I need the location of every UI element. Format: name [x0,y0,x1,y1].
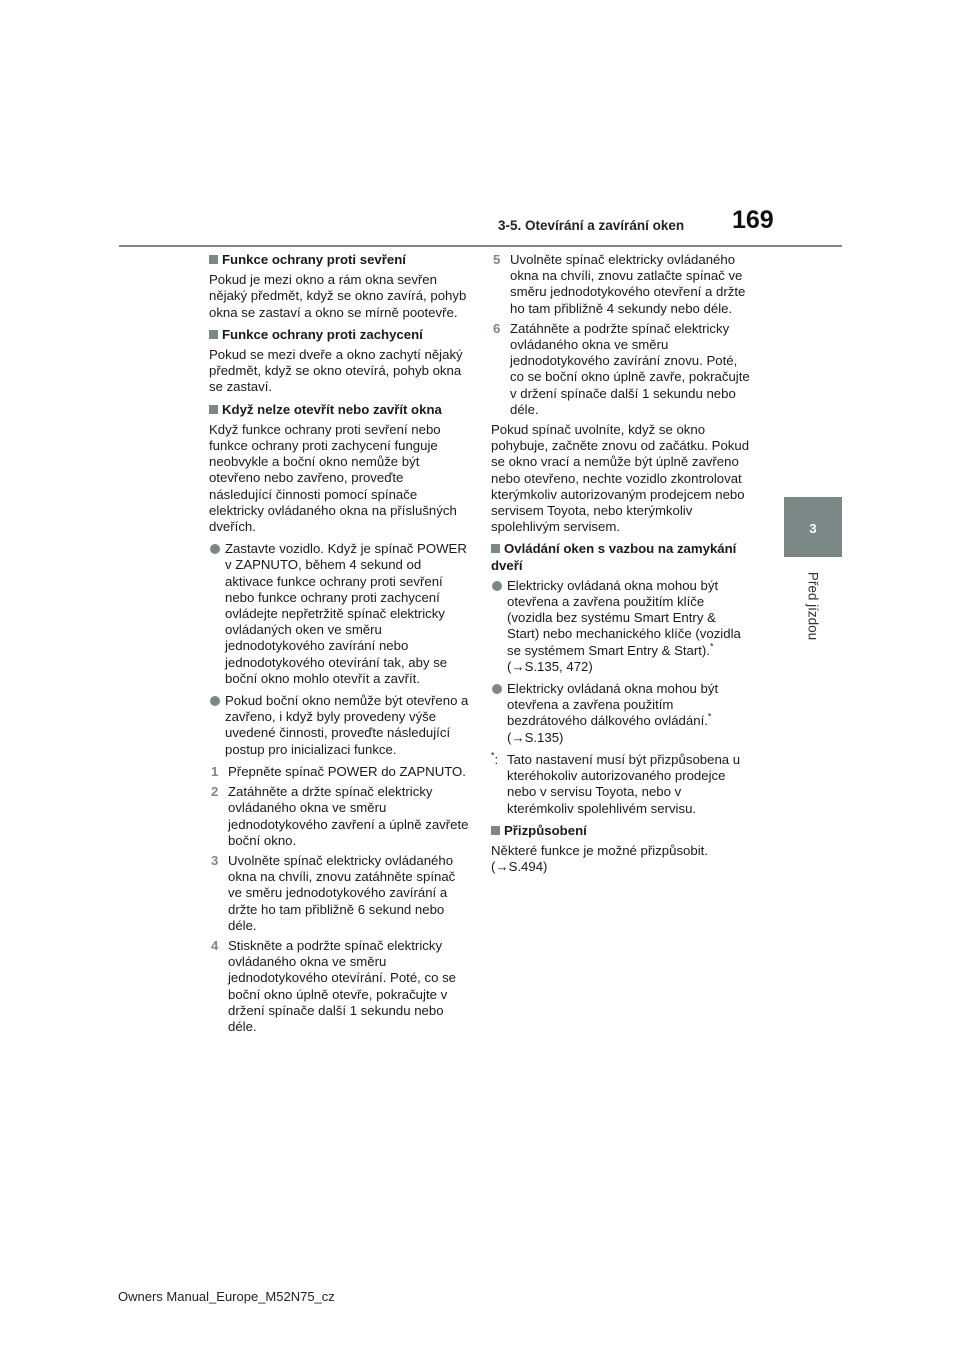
footnote-star: * [709,641,714,652]
page-reference: (→S.135, 472) [507,658,593,674]
square-marker-icon [491,826,500,835]
bullet-text: Zastavte vozidlo. Když je spínač POWER v ZAPNUTO, během 4 sekund od aktivace funkce ochrany proti sevření nebo funkce ochrany proti zachycení ovládejte nepřetržitě spínač elektricky ovládaných oken ve směru jednodotykového zavírání nebo jednodotykového otevírání tak, aby se boční okno mohlo otevřít a zavřít. [225,541,467,686]
chapter-label-text: Před jízdou [805,571,821,641]
step-number: 1 [211,763,219,779]
bullet-dot-icon [210,696,220,706]
square-marker-icon [491,544,500,553]
bullet-text: Elektricky ovládaná okna mohou být otevřena a zavřena použitím klíče (vozidla bez systému Smart Entry & Start) nebo mechanického klíče (vozidla se systémem Smart Entry & Start). [507,577,741,658]
subheading [209,327,469,343]
paragraph [491,843,751,875]
square-marker-icon [209,405,218,414]
footer-doc-id: Owners Manual_Europe_M52N75_cz [118,1289,335,1304]
step-text: Uvolněte spínač elektricky ovládaného okna na chvíli, znovu zatáhněte spínač ve směru jednodotykového zavírání a držte ho tam přibližně 6 sekund nebo déle. [228,852,456,933]
step-text: Zatáhněte a podržte spínač elektricky ovládaného okna ve směru jednodotykového zavírání znovu. Poté, co se boční okno úplně zavře, pokračujte v držení spínače další 1 sekundu nebo déle. [510,320,750,417]
footnote-star: * [707,712,712,723]
step-text: Stiskněte a podržte spínač elektricky ovládaného okna ve směru jednodotykového otevírání. Poté, co se boční okno úplně otevře, pokračujte v držení spínače další 1 sekundu nebo déle. [228,937,456,1034]
bullet-dot-icon [492,684,502,694]
subheading-text: Přizpůsobení [504,822,587,838]
footnote-text: Tato nastavení musí být přizpůsobena u kteréhokoliv autorizovaného prodejce nebo v servisu Toyota, nebo v kterémkoliv spolehlivém servisu. [507,751,741,816]
subheading-text: Ovládání oken s vazbou na zamykání dveří [491,541,737,573]
subheading [491,823,751,839]
bullet-text: Pokud boční okno nemůže být otevřeno a zavřeno, i když byly provedeny výše uvedené činnosti, proveďte následující postup pro inicializaci funkce. [225,693,469,757]
subheading [209,252,469,268]
step-text: Přepněte spínač POWER do ZAPNUTO. [228,763,466,779]
step-item [491,321,751,418]
subheading [491,541,751,573]
bullet-item [209,541,469,687]
bullet-dot-icon [210,544,220,554]
bullet-dot-icon [492,581,502,591]
right-column [491,252,751,881]
paragraph: Když funkce ochrany proti sevření nebo funkce ochrany proti zachycení funguje neobvykle a boční okno nemůže být otevřeno nebo zavřeno, proveďte následující činnosti pomocí spínače elektricky ovládaného okna na příslušných dveřích. [209,421,457,535]
step-number: 4 [211,937,219,953]
step-item [209,938,469,1035]
paragraph-text: Některé funkce je možné přizpůsobit. [491,842,708,858]
bullet-item [209,693,469,758]
step-number: 3 [211,852,219,868]
step-number: 6 [493,320,501,336]
bullet-text: Elektricky ovládaná okna mohou být otevřena a zavřena použitím bezdrátového dálkového ovládání. [507,681,719,729]
chapter-number: 3 [809,521,817,536]
step-number: 5 [493,252,501,267]
left-column [209,252,469,1039]
paragraph: Pokud je mezi okno a rám okna sevřen nějaký předmět, když se okno zavírá, pohyb okna se zastaví a okno se mírně pootevře. [209,272,467,320]
section-title: 3-5. Otevírání a zavírání oken [498,218,685,233]
bullet-item [491,681,751,746]
subheading [209,402,469,418]
square-marker-icon [209,255,218,264]
step-item [209,764,469,780]
footnote-star: * [491,750,495,761]
paragraph: Pokud spínač uvolníte, když se okno pohybuje, začněte znovu od začátku. Pokud se okno vrací a nemůže být úplně zavřeno nebo otevřeno, nechte vozidlo zkontrolovat kterýmkoliv autorizovaným prodejcem nebo servisem Toyota, nebo kterýmkoliv spolehlivým servisem. [491,422,750,535]
paragraph: Pokud se mezi dveře a okno zachytí nějaký předmět, když se okno otevírá, pohyb okna se zastaví. [209,347,463,395]
page-number: 169 [732,206,774,234]
header-divider [119,245,842,247]
footnote-marker [491,752,498,768]
bullet-item [491,578,751,675]
page-reference: (→S.494) [491,859,548,875]
subheading-text: Když nelze otevřít nebo zavřít okna [222,401,442,417]
chapter-label [784,566,842,646]
step-item [491,252,751,317]
subheading-text: Funkce ochrany proti zachycení [222,326,423,342]
footnote [491,752,751,817]
step-number: 2 [211,784,219,800]
square-marker-icon [209,330,218,339]
page-reference: (→S.135) [507,729,564,745]
subheading-text: Funkce ochrany proti sevření [222,252,406,267]
step-text: Zatáhněte a držte spínač elektricky ovládaného okna ve směru jednodotykového zavření a úplně zavřete boční okno. [228,784,469,848]
step-item [209,784,469,849]
step-item [209,853,469,934]
footnote-colon: : [494,751,499,767]
step-text: Uvolněte spínač elektricky ovládaného okna na chvíli, znovu zatlačte spínač ve směru jednodotykového otevření a držte ho tam přibližně 4 sekundy nebo déle. [510,252,746,316]
